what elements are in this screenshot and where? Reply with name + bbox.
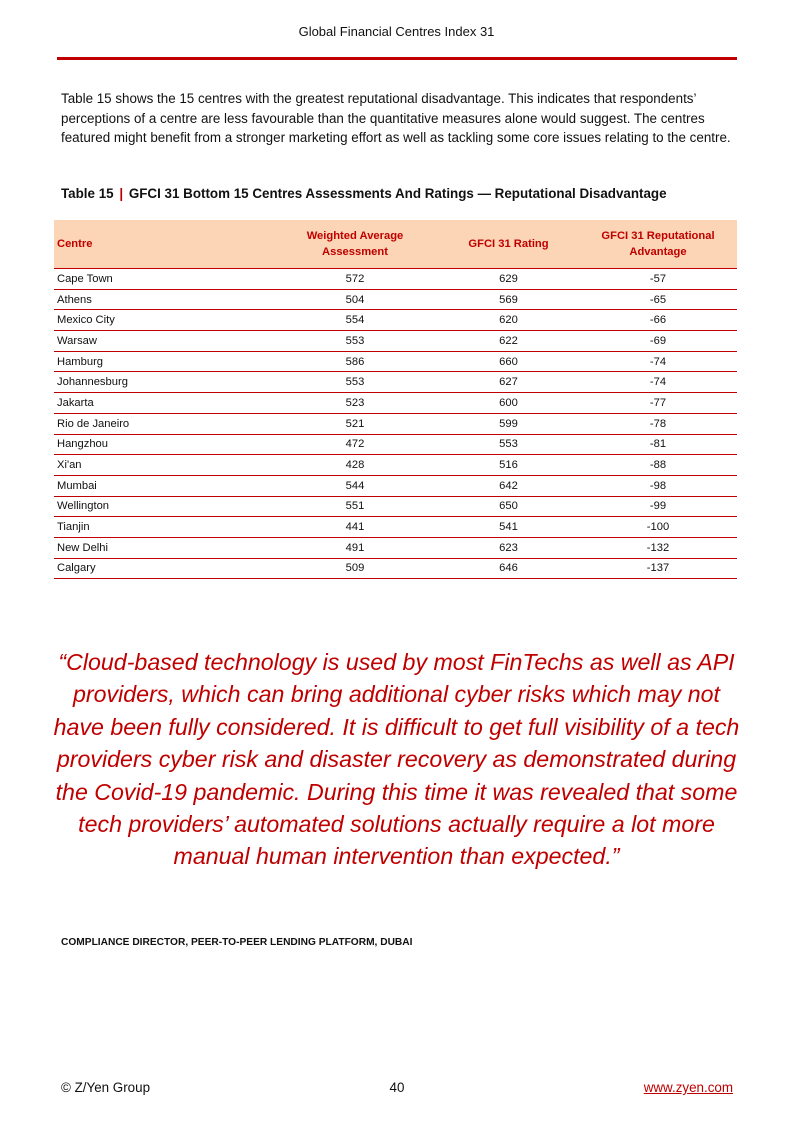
cell-reputational-advantage: -132: [579, 537, 737, 558]
cell-centre: Mumbai: [54, 475, 272, 496]
cell-gfci-rating: 660: [438, 351, 579, 372]
cell-gfci-rating: 627: [438, 372, 579, 393]
cell-weighted-average: 521: [272, 413, 438, 434]
cell-weighted-average: 553: [272, 331, 438, 352]
column-header-weighted-average: Weighted Average Assessment: [272, 220, 438, 269]
table-row: [54, 331, 737, 352]
caption-separator: |: [119, 186, 124, 201]
cell-centre: Warsaw: [54, 331, 272, 352]
pull-quote: “Cloud-based technology is used by most FinTechs as well as API providers, which can bring additional cyber risks which may not have been fully considered. It is difficult to get full visibility of a tech providers cyber risk and disaster recovery as demonstrated during the Covid-19 pandemic. During this time it was revealed that some tech providers’ automated solutions actually require a lot more manual human intervention than expected.”: [53, 649, 740, 870]
cell-reputational-advantage: -74: [579, 351, 737, 372]
table-row: [54, 351, 737, 372]
cell-weighted-average: 509: [272, 558, 438, 579]
cell-reputational-advantage: -78: [579, 413, 737, 434]
table-row: [54, 434, 737, 455]
cell-gfci-rating: 650: [438, 496, 579, 517]
cell-weighted-average: 441: [272, 517, 438, 538]
cell-gfci-rating: 642: [438, 475, 579, 496]
page-footer: [61, 1080, 733, 1100]
cell-reputational-advantage: -81: [579, 434, 737, 455]
cell-reputational-advantage: -88: [579, 455, 737, 476]
table-row: [54, 393, 737, 414]
cell-centre: Hamburg: [54, 351, 272, 372]
table-row: [54, 413, 737, 434]
website-link[interactable]: www.zyen.com: [643, 1080, 733, 1095]
table-container: [54, 220, 737, 579]
cell-centre: Mexico City: [54, 310, 272, 331]
cell-centre: Johannesburg: [54, 372, 272, 393]
cell-centre: Jakarta: [54, 393, 272, 414]
header-divider: [57, 57, 737, 60]
table-caption: [61, 186, 733, 201]
table-row: [54, 372, 737, 393]
column-header-centre: Centre: [54, 220, 272, 269]
table-row: [54, 269, 737, 290]
cell-reputational-advantage: -98: [579, 475, 737, 496]
table-row: [54, 455, 737, 476]
cell-centre: New Delhi: [54, 537, 272, 558]
cell-weighted-average: 491: [272, 537, 438, 558]
cell-weighted-average: 554: [272, 310, 438, 331]
cell-centre: Hangzhou: [54, 434, 272, 455]
cell-centre: Wellington: [54, 496, 272, 517]
cell-gfci-rating: 599: [438, 413, 579, 434]
table-number: Table 15: [61, 186, 114, 201]
reputational-disadvantage-table: [54, 220, 737, 579]
intro-paragraph: Table 15 shows the 15 centres with the greatest reputational disadvantage. This indicates that respondents’ perceptions of a centre are less favourable than the quantitative measures alone would suggest. The centres featured might benefit from a stronger marketing effort as well as tackling some core issues relating to the centre.: [61, 91, 731, 145]
cell-reputational-advantage: -69: [579, 331, 737, 352]
cell-weighted-average: 472: [272, 434, 438, 455]
cell-reputational-advantage: -65: [579, 289, 737, 310]
cell-weighted-average: 553: [272, 372, 438, 393]
cell-centre: Cape Town: [54, 269, 272, 290]
table-row: [54, 537, 737, 558]
table-row: [54, 289, 737, 310]
cell-gfci-rating: 553: [438, 434, 579, 455]
cell-reputational-advantage: -77: [579, 393, 737, 414]
cell-gfci-rating: 623: [438, 537, 579, 558]
cell-reputational-advantage: -57: [579, 269, 737, 290]
table-body: [54, 269, 737, 579]
cell-gfci-rating: 541: [438, 517, 579, 538]
cell-gfci-rating: 629: [438, 269, 579, 290]
cell-weighted-average: 572: [272, 269, 438, 290]
column-header-reputational-advantage: GFCI 31 Reputational Advantage: [579, 220, 737, 269]
table-row: [54, 517, 737, 538]
table-row: [54, 558, 737, 579]
cell-centre: Calgary: [54, 558, 272, 579]
copyright-notice: © Z/Yen Group: [61, 1080, 151, 1095]
cell-gfci-rating: 516: [438, 455, 579, 476]
table-title: GFCI 31 Bottom 15 Centres Assessments And Ratings — Reputational Disadvantage: [128, 186, 667, 201]
cell-reputational-advantage: -100: [579, 517, 737, 538]
cell-centre: Tianjin: [54, 517, 272, 538]
cell-reputational-advantage: -66: [579, 310, 737, 331]
column-header-gfci-rating: GFCI 31 Rating: [438, 220, 579, 269]
table-row: [54, 475, 737, 496]
cell-weighted-average: 586: [272, 351, 438, 372]
table-row: [54, 310, 737, 331]
table-header-row: [54, 220, 737, 269]
cell-gfci-rating: 600: [438, 393, 579, 414]
cell-gfci-rating: 620: [438, 310, 579, 331]
cell-weighted-average: 551: [272, 496, 438, 517]
cell-centre: Rio de Janeiro: [54, 413, 272, 434]
running-header: Global Financial Centres Index 31: [298, 24, 495, 39]
cell-reputational-advantage: -137: [579, 558, 737, 579]
cell-gfci-rating: 569: [438, 289, 579, 310]
cell-centre: Athens: [54, 289, 272, 310]
quote-attribution: COMPLIANCE DIRECTOR, PEER-TO-PEER LENDING PLATFORM, DUBAI: [61, 937, 413, 948]
cell-weighted-average: 544: [272, 475, 438, 496]
cell-gfci-rating: 646: [438, 558, 579, 579]
cell-weighted-average: 523: [272, 393, 438, 414]
cell-reputational-advantage: -74: [579, 372, 737, 393]
table-row: [54, 496, 737, 517]
cell-weighted-average: 504: [272, 289, 438, 310]
cell-weighted-average: 428: [272, 455, 438, 476]
page-number: 40: [389, 1080, 405, 1095]
cell-gfci-rating: 622: [438, 331, 579, 352]
cell-centre: Xi'an: [54, 455, 272, 476]
cell-reputational-advantage: -99: [579, 496, 737, 517]
